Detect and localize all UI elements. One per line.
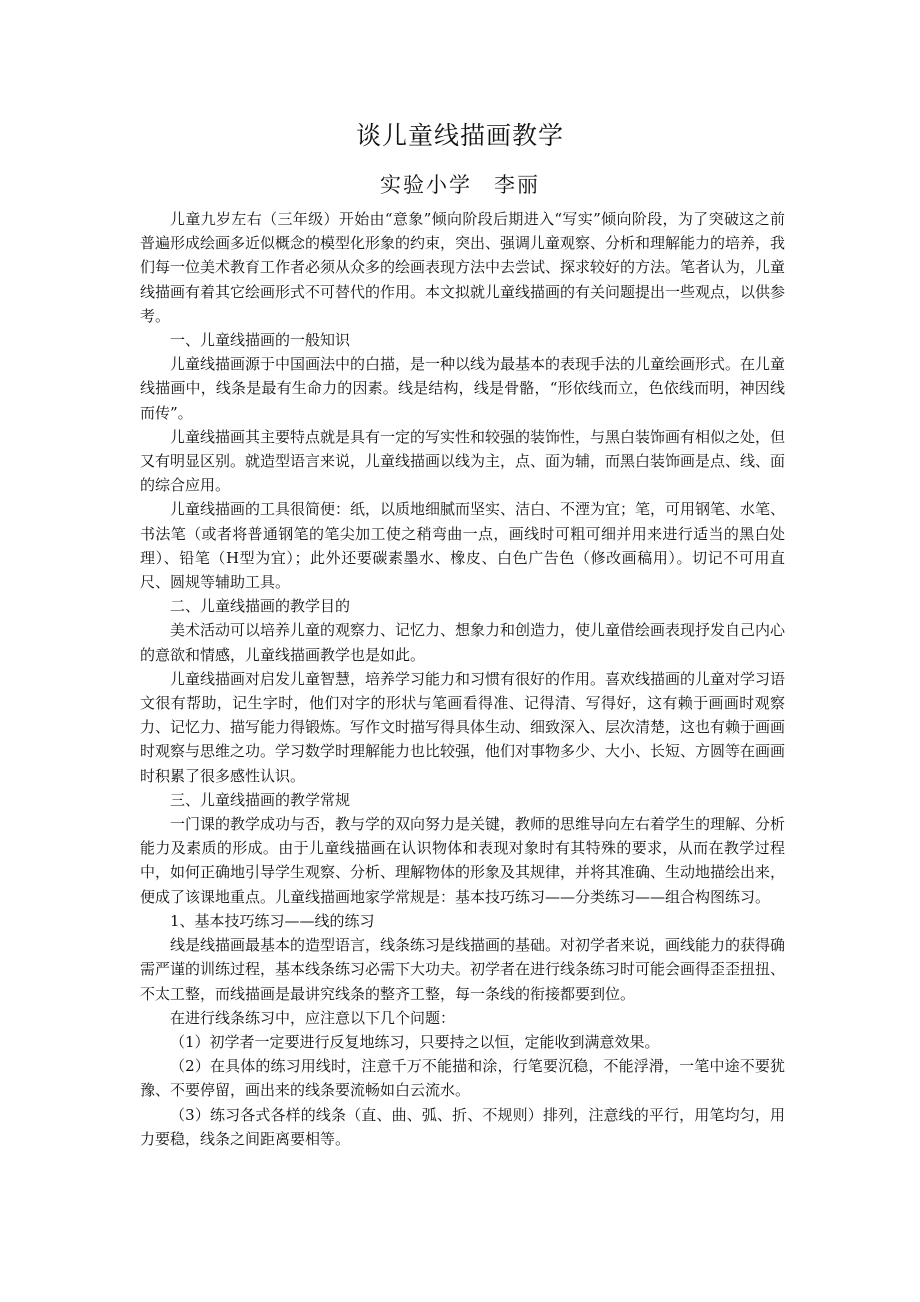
list-item: （1）初学者一定要进行反复地练习，只要持之以恒，定能收到满意效果。 <box>170 1032 660 1051</box>
body-paragraph: 一门课的教学成功与否，教与学的双向努力是关键，教师的思维导向左右着学生的理解、分析能力及素质的形成。由于儿童线描画在认识物体和表现对象时有其特殊的要求，从而在教学过程中，如何正确地引导学生观察、分析、理解物体的形象及其规律，并将其准确、生动地描绘出来，便成了该课地重点。儿童线描画地家学常规是：基本技巧练习——分类练习——组合构图练习。 <box>140 815 786 906</box>
intro-paragraph: 儿童九岁左右（三年级）开始由“意象”倾向阶段后期进入“写实”倾向阶段，为了突破这之前普遍形成绘画多近似概念的模型化形象的约束，突出、强调儿童观察、分析和理解能力的培养，我们每一位美术教育工作者必须从众多的绘画表现方法中去尝试、探求较好的方法。笔者认为，儿童线描画有着其它绘画形式不可替代的作用。本文拟就儿童线描画的有关问题提出一些观点，以供参考。 <box>140 210 786 325</box>
body-paragraph: 儿童线描画对启发儿童智慧，培养学习能力和习惯有很好的作用。喜欢线描画的儿童对学习语文很有帮助，记生字时，他们对字的形状与笔画看得准、记得清、写得好，这有赖于画画时观察力、记忆力、描写能力得锻炼。写作文时描写得具体生动、细致深入、层次清楚，这也有赖于画画时观察与思维之功。学习数学时理解能力也比较强，他们对事物多少、大小、长短、方圆等在画画时积累了很多感性认识。 <box>140 669 786 785</box>
author-name: 李丽 <box>494 173 540 197</box>
body-paragraph: 美术活动可以培养儿童的观察力、记忆力、想象力和创造力，使儿童借绘画表现抒发自己内心的意欲和情感，儿童线描画教学也是如此。 <box>140 621 786 664</box>
author-school: 实验小学 <box>380 173 472 197</box>
section-heading-1: 一、儿童线描画的一般知识 <box>170 331 351 350</box>
section-heading-2: 二、儿童线描画的教学目的 <box>170 597 351 616</box>
body-paragraph: 儿童线描画的工具很简便：纸，以质地细腻而坚实、洁白、不湮为宜；笔，可用钢笔、水笔、书法笔（或者将普通钢笔的笔尖加工使之稍弯曲一点，画线时可粗可细并用来进行适当的黑白处理）、铅笔（H型为宜）；此外还要碳素墨水、橡皮、白色广告色（修改画稿用）。切记不可用直尺、圆规等辅助工具。 <box>140 500 786 592</box>
body-paragraph: 儿童线描画源于中国画法中的白描，是一种以线为最基本的表现手法的儿童绘画形式。在儿童线描画中，线条是最有生命力的因素。线是结构，线是骨骼，“形依线而立，色依线而明，神因线而传”。 <box>140 355 786 422</box>
body-paragraph: 儿童线描画其主要特点就是具有一定的写实性和较强的装饰性，与黑白装饰画有相似之处，但又有明显区别。就造型语言来说，儿童线描画以线为主，点、面为辅，而黑白装饰画是点、线、面的综合应用。 <box>140 427 786 495</box>
list-item: （2）在具体的练习用线时，注意千万不能描和涂，行笔要沉稳，不能浮滑，一笔中途不要犹豫、不要停留，画出来的线条要流畅如白云流水。 <box>140 1057 785 1100</box>
document-body <box>140 207 785 1151</box>
list-item: （3）练习各式各样的线条（直、曲、弧、折、不规则）排列，注意线的平行，用笔均匀，用力要稳，线条之间距离要相等。 <box>140 1105 785 1148</box>
body-paragraph: 在进行线条练习中，应注意以下几个问题： <box>170 1008 456 1027</box>
section-heading-3: 三、儿童线描画的教学常规 <box>170 790 351 809</box>
body-paragraph: 线是线描画最基本的造型语言，线条练习是线描画的基础。对初学者来说，画线能力的获得确需严谨的训练过程，基本线条练习必需下大功夫。初学者在进行线条练习时可能会画得歪歪扭扭、不太工整，而线描画是最讲究线条的整齐工整，每一条线的衔接都要到位。 <box>140 936 786 1003</box>
author-line <box>0 169 920 201</box>
document-title: 谈儿童线描画教学 <box>355 121 564 150</box>
subsection-heading-1: 1、基本技巧练习——线的练习 <box>170 911 375 930</box>
